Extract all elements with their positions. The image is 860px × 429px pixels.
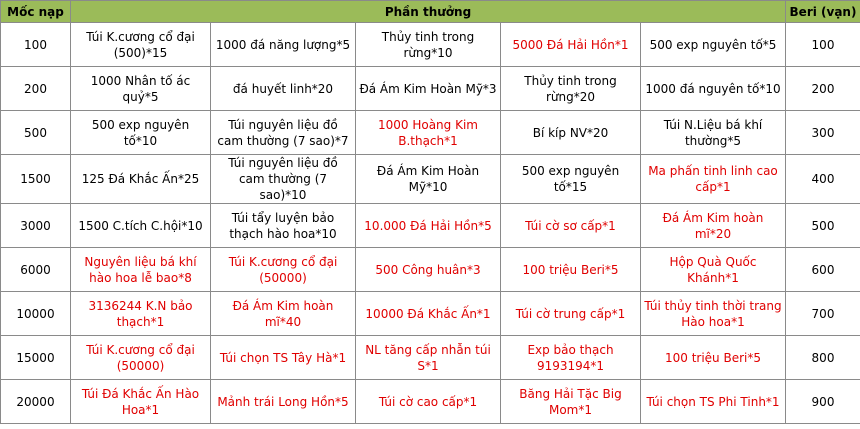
reward-cell: Túi cờ sơ cấp*1 bbox=[501, 204, 641, 248]
moc-nap-cell: 10000 bbox=[1, 292, 71, 336]
table-row bbox=[1, 336, 860, 380]
reward-cell: Thủy tinh trong rừng*20 bbox=[501, 67, 641, 111]
reward-cell: 500 exp nguyên tố*10 bbox=[71, 111, 211, 155]
reward-cell: Ma phấn tinh linh cao cấp*1 bbox=[641, 155, 786, 204]
reward-cell: Túi N.Liệu bá khí thường*5 bbox=[641, 111, 786, 155]
reward-cell: 3136244 K.N bảo thạch*1 bbox=[71, 292, 211, 336]
moc-nap-cell: 3000 bbox=[1, 204, 71, 248]
reward-cell: Túi thủy tinh thời trang Hào hoa*1 bbox=[641, 292, 786, 336]
reward-cell: Túi cờ cao cấp*1 bbox=[356, 380, 501, 424]
reward-cell: 500 exp nguyên tố*5 bbox=[641, 23, 786, 67]
reward-cell: Túi nguyên liệu đồ cam thường (7 sao)*10 bbox=[211, 155, 356, 204]
reward-cell: 1500 C.tích C.hội*10 bbox=[71, 204, 211, 248]
table-row bbox=[1, 111, 860, 155]
moc-nap-cell: 1500 bbox=[1, 155, 71, 204]
reward-cell: 125 Đá Khắc Ấn*25 bbox=[71, 155, 211, 204]
reward-cell: Túi tẩy luyện bảo thạch hào hoa*10 bbox=[211, 204, 356, 248]
beri-cell: 200 bbox=[786, 67, 860, 111]
reward-cell: 1000 Nhân tố ác quỷ*5 bbox=[71, 67, 211, 111]
reward-cell: 5000 Đá Hải Hồn*1 bbox=[501, 23, 641, 67]
table-row bbox=[1, 155, 860, 204]
moc-nap-cell: 500 bbox=[1, 111, 71, 155]
reward-cell: Đá Ám Kim Hoàn Mỹ*3 bbox=[356, 67, 501, 111]
beri-cell: 300 bbox=[786, 111, 860, 155]
reward-cell: Túi cờ trung cấp*1 bbox=[501, 292, 641, 336]
moc-nap-cell: 100 bbox=[1, 23, 71, 67]
reward-cell: 100 triệu Beri*5 bbox=[641, 336, 786, 380]
reward-cell: Túi K.cương cổ đại (50000) bbox=[71, 336, 211, 380]
reward-cell: Túi chọn TS Phi Tinh*1 bbox=[641, 380, 786, 424]
reward-cell: 100 triệu Beri*5 bbox=[501, 248, 641, 292]
beri-cell: 800 bbox=[786, 336, 860, 380]
beri-cell: 400 bbox=[786, 155, 860, 204]
header-moc-nap: Mốc nạp bbox=[1, 1, 71, 23]
reward-cell: Exp bảo thạch 9193194*1 bbox=[501, 336, 641, 380]
reward-cell: Đá Ám Kim Hoàn Mỹ*10 bbox=[356, 155, 501, 204]
reward-cell: 500 Công huân*3 bbox=[356, 248, 501, 292]
reward-cell: đá huyết linh*20 bbox=[211, 67, 356, 111]
moc-nap-cell: 6000 bbox=[1, 248, 71, 292]
reward-cell: Đá Ám Kim hoàn mĩ*40 bbox=[211, 292, 356, 336]
reward-cell: Mảnh trái Long Hồn*5 bbox=[211, 380, 356, 424]
table-row bbox=[1, 67, 860, 111]
header-phan-thuong: Phần thưởng bbox=[71, 1, 786, 23]
reward-cell: 1000 đá năng lượng*5 bbox=[211, 23, 356, 67]
header-beri: Beri (vạn) bbox=[786, 1, 860, 23]
reward-cell: Túi K.cương cổ đại (50000) bbox=[211, 248, 356, 292]
reward-cell: Túi K.cương cổ đại (500)*15 bbox=[71, 23, 211, 67]
reward-cell: NL tăng cấp nhẫn túi S*1 bbox=[356, 336, 501, 380]
table-row bbox=[1, 204, 860, 248]
table-row bbox=[1, 248, 860, 292]
header-row bbox=[1, 1, 860, 23]
table-row bbox=[1, 23, 860, 67]
reward-cell: Thủy tinh trong rừng*10 bbox=[356, 23, 501, 67]
table-body bbox=[1, 23, 860, 424]
beri-cell: 900 bbox=[786, 380, 860, 424]
reward-cell: 10000 Đá Khắc Ấn*1 bbox=[356, 292, 501, 336]
reward-cell: 10.000 Đá Hải Hồn*5 bbox=[356, 204, 501, 248]
reward-cell: 500 exp nguyên tố*15 bbox=[501, 155, 641, 204]
beri-cell: 700 bbox=[786, 292, 860, 336]
reward-cell: Hộp Quà Quốc Khánh*1 bbox=[641, 248, 786, 292]
reward-cell: 1000 đá nguyên tố*10 bbox=[641, 67, 786, 111]
reward-cell: Túi Đá Khắc Ấn Hào Hoa*1 bbox=[71, 380, 211, 424]
moc-nap-cell: 15000 bbox=[1, 336, 71, 380]
beri-cell: 500 bbox=[786, 204, 860, 248]
beri-cell: 600 bbox=[786, 248, 860, 292]
reward-cell: Bí kíp NV*20 bbox=[501, 111, 641, 155]
reward-cell: 1000 Hoàng Kim B.thạch*1 bbox=[356, 111, 501, 155]
reward-cell: Túi chọn TS Tây Hà*1 bbox=[211, 336, 356, 380]
beri-cell: 100 bbox=[786, 23, 860, 67]
moc-nap-cell: 20000 bbox=[1, 380, 71, 424]
moc-nap-cell: 200 bbox=[1, 67, 71, 111]
reward-cell: Đá Ám Kim hoàn mĩ*20 bbox=[641, 204, 786, 248]
reward-cell: Nguyên liệu bá khí hào hoa lễ bao*8 bbox=[71, 248, 211, 292]
table-row bbox=[1, 292, 860, 336]
reward-cell: Túi nguyên liệu đồ cam thường (7 sao)*7 bbox=[211, 111, 356, 155]
reward-cell: Băng Hải Tặc Big Mom*1 bbox=[501, 380, 641, 424]
table-row bbox=[1, 380, 860, 424]
